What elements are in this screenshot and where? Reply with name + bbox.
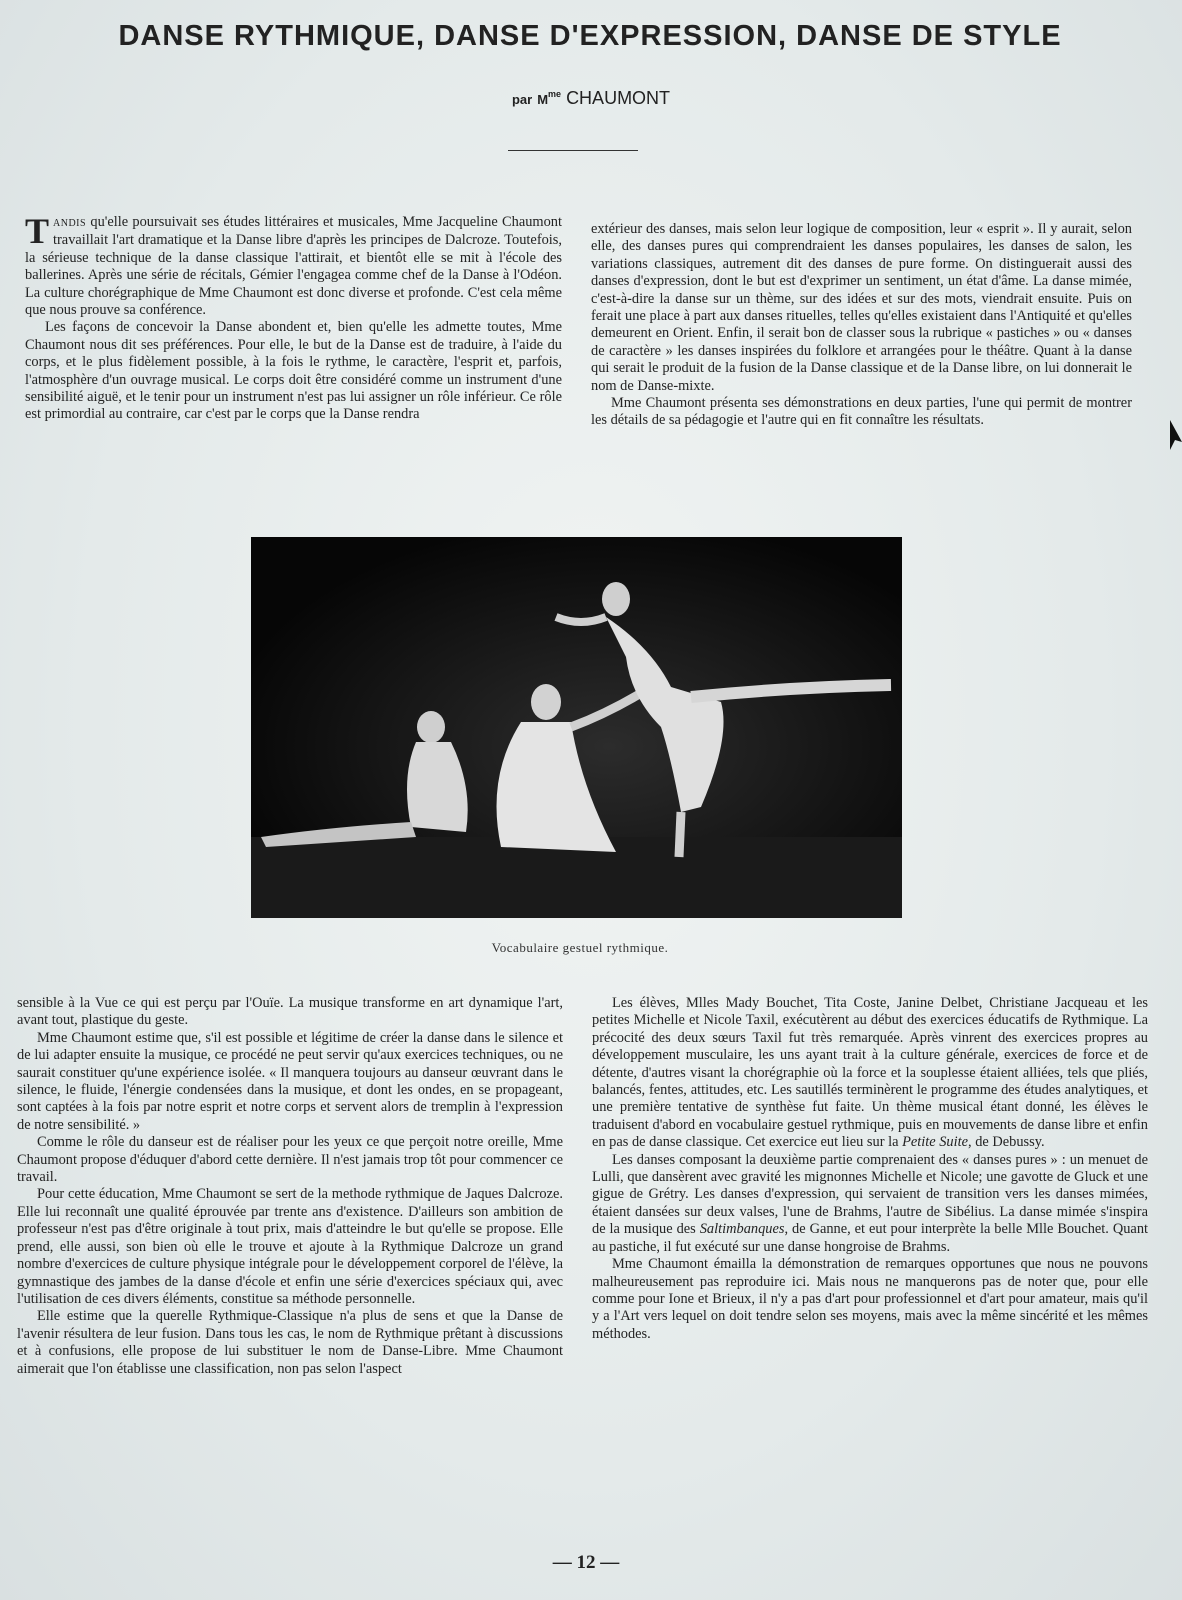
column-1 xyxy=(25,211,562,424)
article-byline xyxy=(0,88,1182,109)
col1-p1-text: qu'elle poursuivait ses études littéraires et musicales, Mme Jacqueline Chaumont travaillait l'art dramatique et la Danse libre d'après les principes de Dalcroze. Toutefois, la sérieuse technique de la danse classique l'attirait, et bientôt elle se mit à l'école des ballerines. Après une série de récitals, Gémier l'engagea comme chef de la Danse à l'Odéon. La culture chorégraphique de Mme Chaumont est donc diverse et profonde. C'est cela même que nous prouve sa conférence. xyxy=(25,214,562,319)
col2-paragraph-1: extérieur des danses, mais selon leur logique de composition, leur « esprit ». Il y aurait, selon elle, des danses pures qui comprendraient les danses populaires, les danses de salon, les variations classiques, autrement dit des danses de pure forme. On distinguerait aussi des danses d'expression, dont le but est d'exprimer un sentiment, un état d'âme. La danse mimée, c'est-à-dire la danse sur un thème, sur des idées et sur des mots, viendrait ensuite. Puis on ferait une place à part aux danses rituelles, telles qu'elles existaient dans l'Antiquité et qu'elles demeurent en Orient. Enfin, il serait bon de classer sous la rubrique « pastiches » ou « danses de caractère » les danses inspirées du folklore et arrangées pour le théâtre. Quant à la danse qui serait le produit de la fusion de la Danse classique et de la Danse libre, on lui donnerait le nom de Danse-mixte. xyxy=(591,221,1132,394)
col4-p1-italic: Petite Suite xyxy=(902,1134,969,1151)
byline-honorific: M xyxy=(537,92,549,107)
col3-paragraph-2: Mme Chaumont estime que, s'il est possible et légitime de créer la danse dans le silence et de lui adapter ensuite la musique, ce procédé ne peut servir qu'aux exercices techniques, ou ne saurait constituer qu'une expérience isolée. « Il manquera toujours au danseur œuvrant dans le silence, le fluide, l'énergie condensées dans la musique, et dont les ondes, en se propageant, sont captées à la fois par notre esprit et notre corps et servent alors de tremplin à l'expression de notre sensibilité. » xyxy=(17,1029,563,1133)
drop-cap: T xyxy=(25,211,50,251)
mouse-cursor-icon xyxy=(1170,420,1182,458)
col1-paragraph-2: Les façons de concevoir la Danse abondent et, bien qu'elle les admette toutes, Mme Chaumont nous dit ses préférences. Pour elle, le but de la Danse est de traduire, à l'aide du corps, et le plus fidèlement possible, à la fois le rythme, le caractère, l'esprit et, parfois, l'atmosphère d'un ouvrage musical. Le corps doit être considéré comme un instrument d'une sensibilité aiguë, et le tenir pour un instrument n'est pas lui assigner un rôle inférieur. Ce rôle est primordial au contraire, car c'est par le corps que la Danse rendra xyxy=(25,319,562,423)
col4-p2-italic: Saltimbanques xyxy=(699,1221,785,1238)
col4-paragraph-1 xyxy=(592,995,1148,1152)
page-number: — 12 — xyxy=(552,1552,620,1573)
col3-paragraph-1: sensible à la Vue ce qui est perçu par l'Ouïe. La musique transforme en art dynamique l'art, avant tout, plastique du geste. xyxy=(17,995,563,1029)
col3-paragraph-3: Comme le rôle du danseur est de réaliser pour les yeux ce que perçoit notre oreille, Mme Chaumont propose d'éduquer d'abord cette dernière. Il n'est jamais trop tôt pour commencer ce travail. xyxy=(17,1134,563,1186)
byline-par: par xyxy=(511,92,533,107)
column-4 xyxy=(592,995,1148,1343)
article-title: DANSE RYTHMIQUE, DANSE D'EXPRESSION, DANSE DE STYLE xyxy=(118,20,1062,52)
dancers-photo-illustration xyxy=(251,537,902,918)
col1-smallcaps: ANDIS xyxy=(53,218,87,229)
col1-paragraph-1 xyxy=(25,211,562,319)
column-3 xyxy=(17,995,563,1378)
col3-paragraph-5: Elle estime que la querelle Rythmique-Classique n'a plus de sens et que la Danse de l'avenir résultera de leur fusion. Dans tous les cas, le nom de Rythmique prêtant à discussions et à confusions, elle propose de lui substituer le nom de Danse-Libre. Mme Chaumont aimerait que l'on établisse une classification, non pas selon l'aspect xyxy=(17,1308,563,1377)
col2-paragraph-2: Mme Chaumont présenta ses démonstrations en deux parties, l'une qui permit de montrer les détails de sa pédagogie et l'autre qui en fit connaître les résultats. xyxy=(591,395,1132,429)
col4-paragraph-2 xyxy=(592,1152,1148,1256)
column-2 xyxy=(591,221,1132,430)
photo-caption: Vocabulaire gestuel rythmique. xyxy=(491,940,669,955)
col4-p1-a: Les élèves, Mlles Mady Bouchet, Tita Coste, Janine Delbet, Christiane Jacqueau et les petites Michelle et Nicole Taxil, exécutèrent au début des exercices éducatifs de Rythmique. La précocité des deux sœurs Taxil fut très remarquée. Après vinrent des exercices propres au développement musculaire, les uns ayant trait à la culture générale, exercices de force et de détente, d'autres visant la chorégraphie où la force et la souplesse étaient alliées, tels que pliés, balancés, fentes, attitudes, etc. Les sautillés terminèrent le programme des études analytiques, et une première tentative de synthèse fut faite. Un thème musical étant donné, les élèves le traduisent d'abord en vocabulaire gestuel rythmique, puis en mouvements de danse libre et enfin en pas de danse classique. Cet exercice eut lieu sur la xyxy=(592,995,1148,1151)
col3-paragraph-4: Pour cette éducation, Mme Chaumont se sert de la methode rythmique de Jaques Dalcroze. Elle lui reconnaît une qualité éprouvée par trente ans d'existence. D'ailleurs son ambition de professeur n'est pas d'être originale à tout prix, mais d'atteindre le but qu'elle se propose. Elle prend, elle aussi, son bien où elle le trouve et ajoute à la Rythmique Dalcroze un grand nombre d'exercices de culture physique intégrale pour le développement corporel de l'élève, la gymnastique des jambes de la danse d'école et enfin une série d'exercices spéciaux qui, avec l'utilisation de ces divers éléments, constitue sa méthode personnelle. xyxy=(17,1186,563,1307)
col4-p2-b: , de Ganne, et eut pour interprète la belle Mlle Bouchet. Quant au pastiche, il fut exécuté sur une danse hongroise de Brahms. xyxy=(592,1221,1149,1255)
byline-honorific-sup: me xyxy=(548,89,562,99)
title-divider xyxy=(508,150,638,151)
col4-p2-a: Les danses composant la deuxième partie comprenaient des « danses pures » : un menuet de Lulli, que dansèrent avec gravité les mignonnes Michelle et Nicole; une gavotte de Gluck et une gigue de Grétry. Les danses d'expression, qui servaient de transition vers les danses mimées, étaient dansées sur deux valses, l'une de Brahms, l'autre de Sibélius. La danse mimée s'inspira de la musique des xyxy=(592,1151,1148,1238)
col4-paragraph-3: Mme Chaumont émailla la démonstration de remarques opportunes que nous ne pouvons malheureusement pas reproduire ici. Mais nous ne manquerons pas de noter que, pour elle comme pour Ione et Brieux, il n'y a pas d'art pour professionnel et d'art pour amateur, mais qu'il y a l'Art vers lequel on doit tendre selon ses moyens, mais avec la même sincérité et les mêmes méthodes. xyxy=(592,1256,1148,1342)
col4-p1-b: , de Debussy. xyxy=(968,1134,1045,1151)
dancers-photograph xyxy=(251,537,902,918)
byline-name: CHAUMONT xyxy=(566,88,671,108)
